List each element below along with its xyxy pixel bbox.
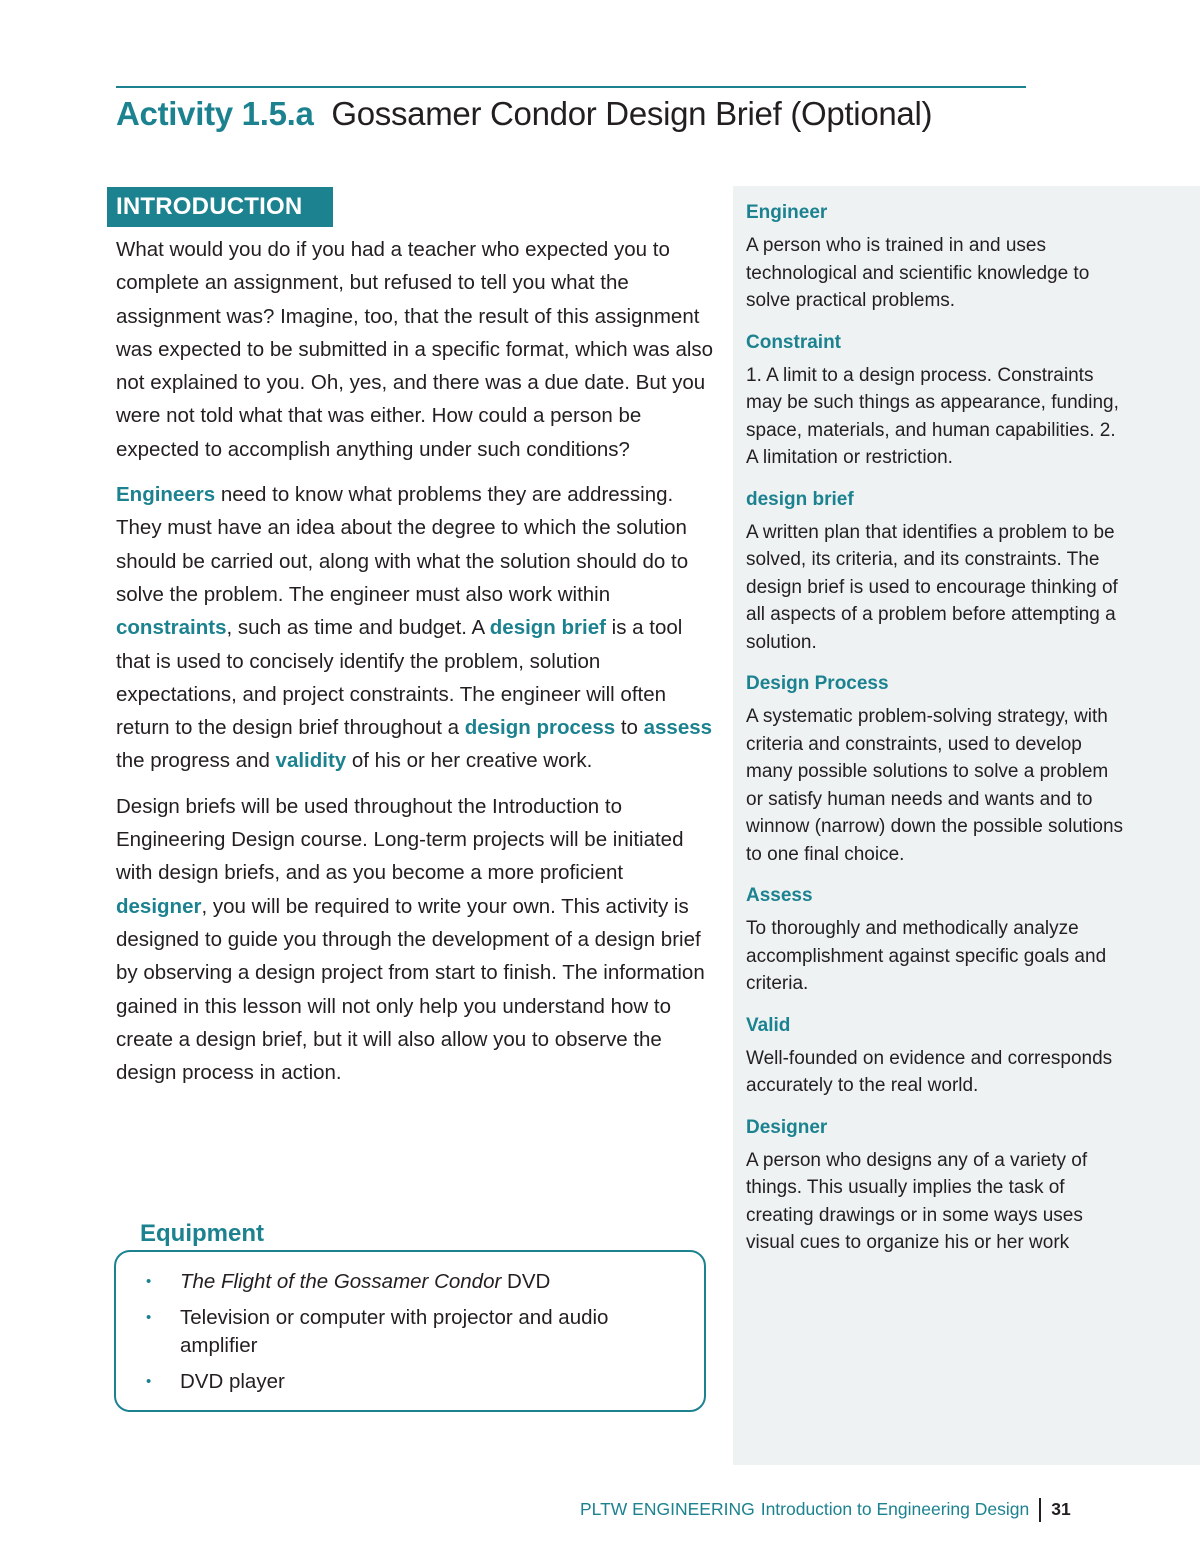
vocab-entry-constraint: [746, 330, 1126, 472]
footer-course: Introduction to Engineering Design: [760, 1499, 1030, 1519]
vocab-term: Constraint: [746, 331, 841, 353]
introduction-heading: INTRODUCTION: [107, 187, 333, 227]
activity-name: Gossamer Condor Design Brief (Optional): [331, 95, 933, 132]
footer-brand: PLTW ENGINEERING: [580, 1499, 755, 1519]
vocab-entry-valid: [746, 1013, 1126, 1100]
vocab-definition: To thoroughly and methodically analyze accomplishment against specific goals and criteria.: [746, 918, 1107, 994]
equipment-heading: Equipment: [140, 1220, 264, 1247]
paragraph-text: Design briefs will be used throughout the Introduction to Engineering Design course. Long-term projects will be initiated with design briefs, and as you become a more proficient: [116, 794, 684, 885]
page-number: 31: [1051, 1499, 1071, 1519]
equipment-item-text: DVD: [501, 1270, 551, 1293]
vocab-definition: A systematic problem-solving strategy, with criteria and constraints, used to develop many possible solutions to solve a problem or satisfy human needs and wants and to winnow (narrow) down the possible solutions to one final choice.: [746, 706, 1124, 865]
term-link-design-process: design process: [464, 716, 616, 740]
equipment-box: [114, 1250, 706, 1412]
bullet-icon: •: [146, 1309, 152, 1326]
vocab-term: Valid: [746, 1014, 791, 1036]
vocab-entry-design-brief: [746, 487, 1126, 657]
paragraph-text: of his or her creative work.: [346, 749, 593, 773]
paragraph-text: , such as time and budget. A: [226, 616, 490, 640]
equipment-item-title: The Flight of the Gossamer Condor: [180, 1270, 502, 1293]
intro-paragraph-3: [116, 790, 716, 1090]
equipment-item-text: DVD player: [180, 1370, 285, 1393]
equipment-item-text: Television or computer with projector and audio amplifier: [180, 1306, 609, 1357]
vocab-term: Designer: [746, 1116, 828, 1138]
vocabulary-list: [746, 200, 1126, 1272]
equipment-list: [116, 1252, 704, 1396]
bullet-icon: •: [146, 1373, 152, 1390]
activity-number: Activity 1.5.a: [116, 95, 314, 132]
term-link-designer: designer: [116, 894, 202, 918]
vocab-definition: A person who is trained in and uses technological and scientific knowledge to solve practical problems.: [746, 235, 1090, 311]
term-link-assess: assess: [643, 716, 713, 740]
title-rule: [116, 86, 1026, 88]
vocab-entry-design-process: [746, 671, 1126, 868]
equipment-item: [146, 1268, 686, 1296]
paragraph-text: to: [615, 716, 644, 740]
intro-paragraph-2: [116, 478, 716, 778]
intro-paragraph-1: What would you do if you had a teacher who expected you to complete an assignment, but refused to tell you what the assignment was? Imagine, too, that the result of this assignment was expected to be submitted in a specific format, which was also not explained to you. Oh, yes, and there was a due date. But you were not told what that was either. How could a person be expected to accomplish anything under such conditions?: [116, 238, 714, 461]
page-footer: [580, 1496, 1071, 1522]
vocab-term: Assess: [746, 885, 813, 906]
introduction-body: [116, 233, 716, 1101]
term-link-design-brief: design brief: [489, 616, 606, 640]
equipment-item: [146, 1368, 686, 1396]
vocab-term: Design Process: [746, 673, 889, 694]
paragraph-text: need to know what problems they are addressing. They must have an idea about the degree to which the solution should be carried out, along with what the solution should do to solve the problem. The engineer must also work within: [116, 483, 689, 606]
footer-divider: [1039, 1498, 1041, 1522]
vocab-entry-designer: [746, 1115, 1126, 1257]
paragraph-text: is a tool that is used to concisely identify the problem, solution expectations, and project constraints. The engineer will often return to the design brief throughout a: [116, 616, 683, 740]
page-title: [116, 94, 932, 134]
term-link-engineers: Engineers: [116, 483, 216, 507]
paragraph-text: the progress and: [116, 749, 276, 773]
vocab-definition: A written plan that identifies a problem to be solved, its criteria, and its constraints. The design brief is used to encourage thinking of all aspects of a problem before attempting a solution.: [746, 521, 1118, 653]
term-link-validity: validity: [275, 749, 347, 773]
vocab-term: Engineer: [746, 202, 828, 223]
bullet-icon: •: [146, 1273, 152, 1290]
vocab-entry-engineer: [746, 200, 1126, 315]
vocab-definition: A person who designs any of a variety of things. This usually implies the task of creating drawings or in some ways uses visual cues to organize his or her work: [746, 1149, 1088, 1253]
vocab-entry-assess: [746, 883, 1126, 998]
vocab-definition: 1. A limit to a design process. Constraints may be such things as appearance, funding, space, materials, and human capabilities. 2. A limitation or restriction.: [746, 364, 1119, 468]
equipment-item: [146, 1304, 686, 1360]
vocab-term: design brief: [746, 488, 854, 510]
vocab-definition: Well-founded on evidence and corresponds accurately to the real world.: [746, 1047, 1113, 1096]
term-link-constraints: constraints: [116, 616, 227, 640]
paragraph-text: , you will be required to write your own. This activity is designed to guide you through the development of a design brief by observing a design project from start to finish. The information gained in this lesson will not only help you understand how to create a design brief, but it will also allow you to observe the design process in action.: [116, 894, 705, 1085]
